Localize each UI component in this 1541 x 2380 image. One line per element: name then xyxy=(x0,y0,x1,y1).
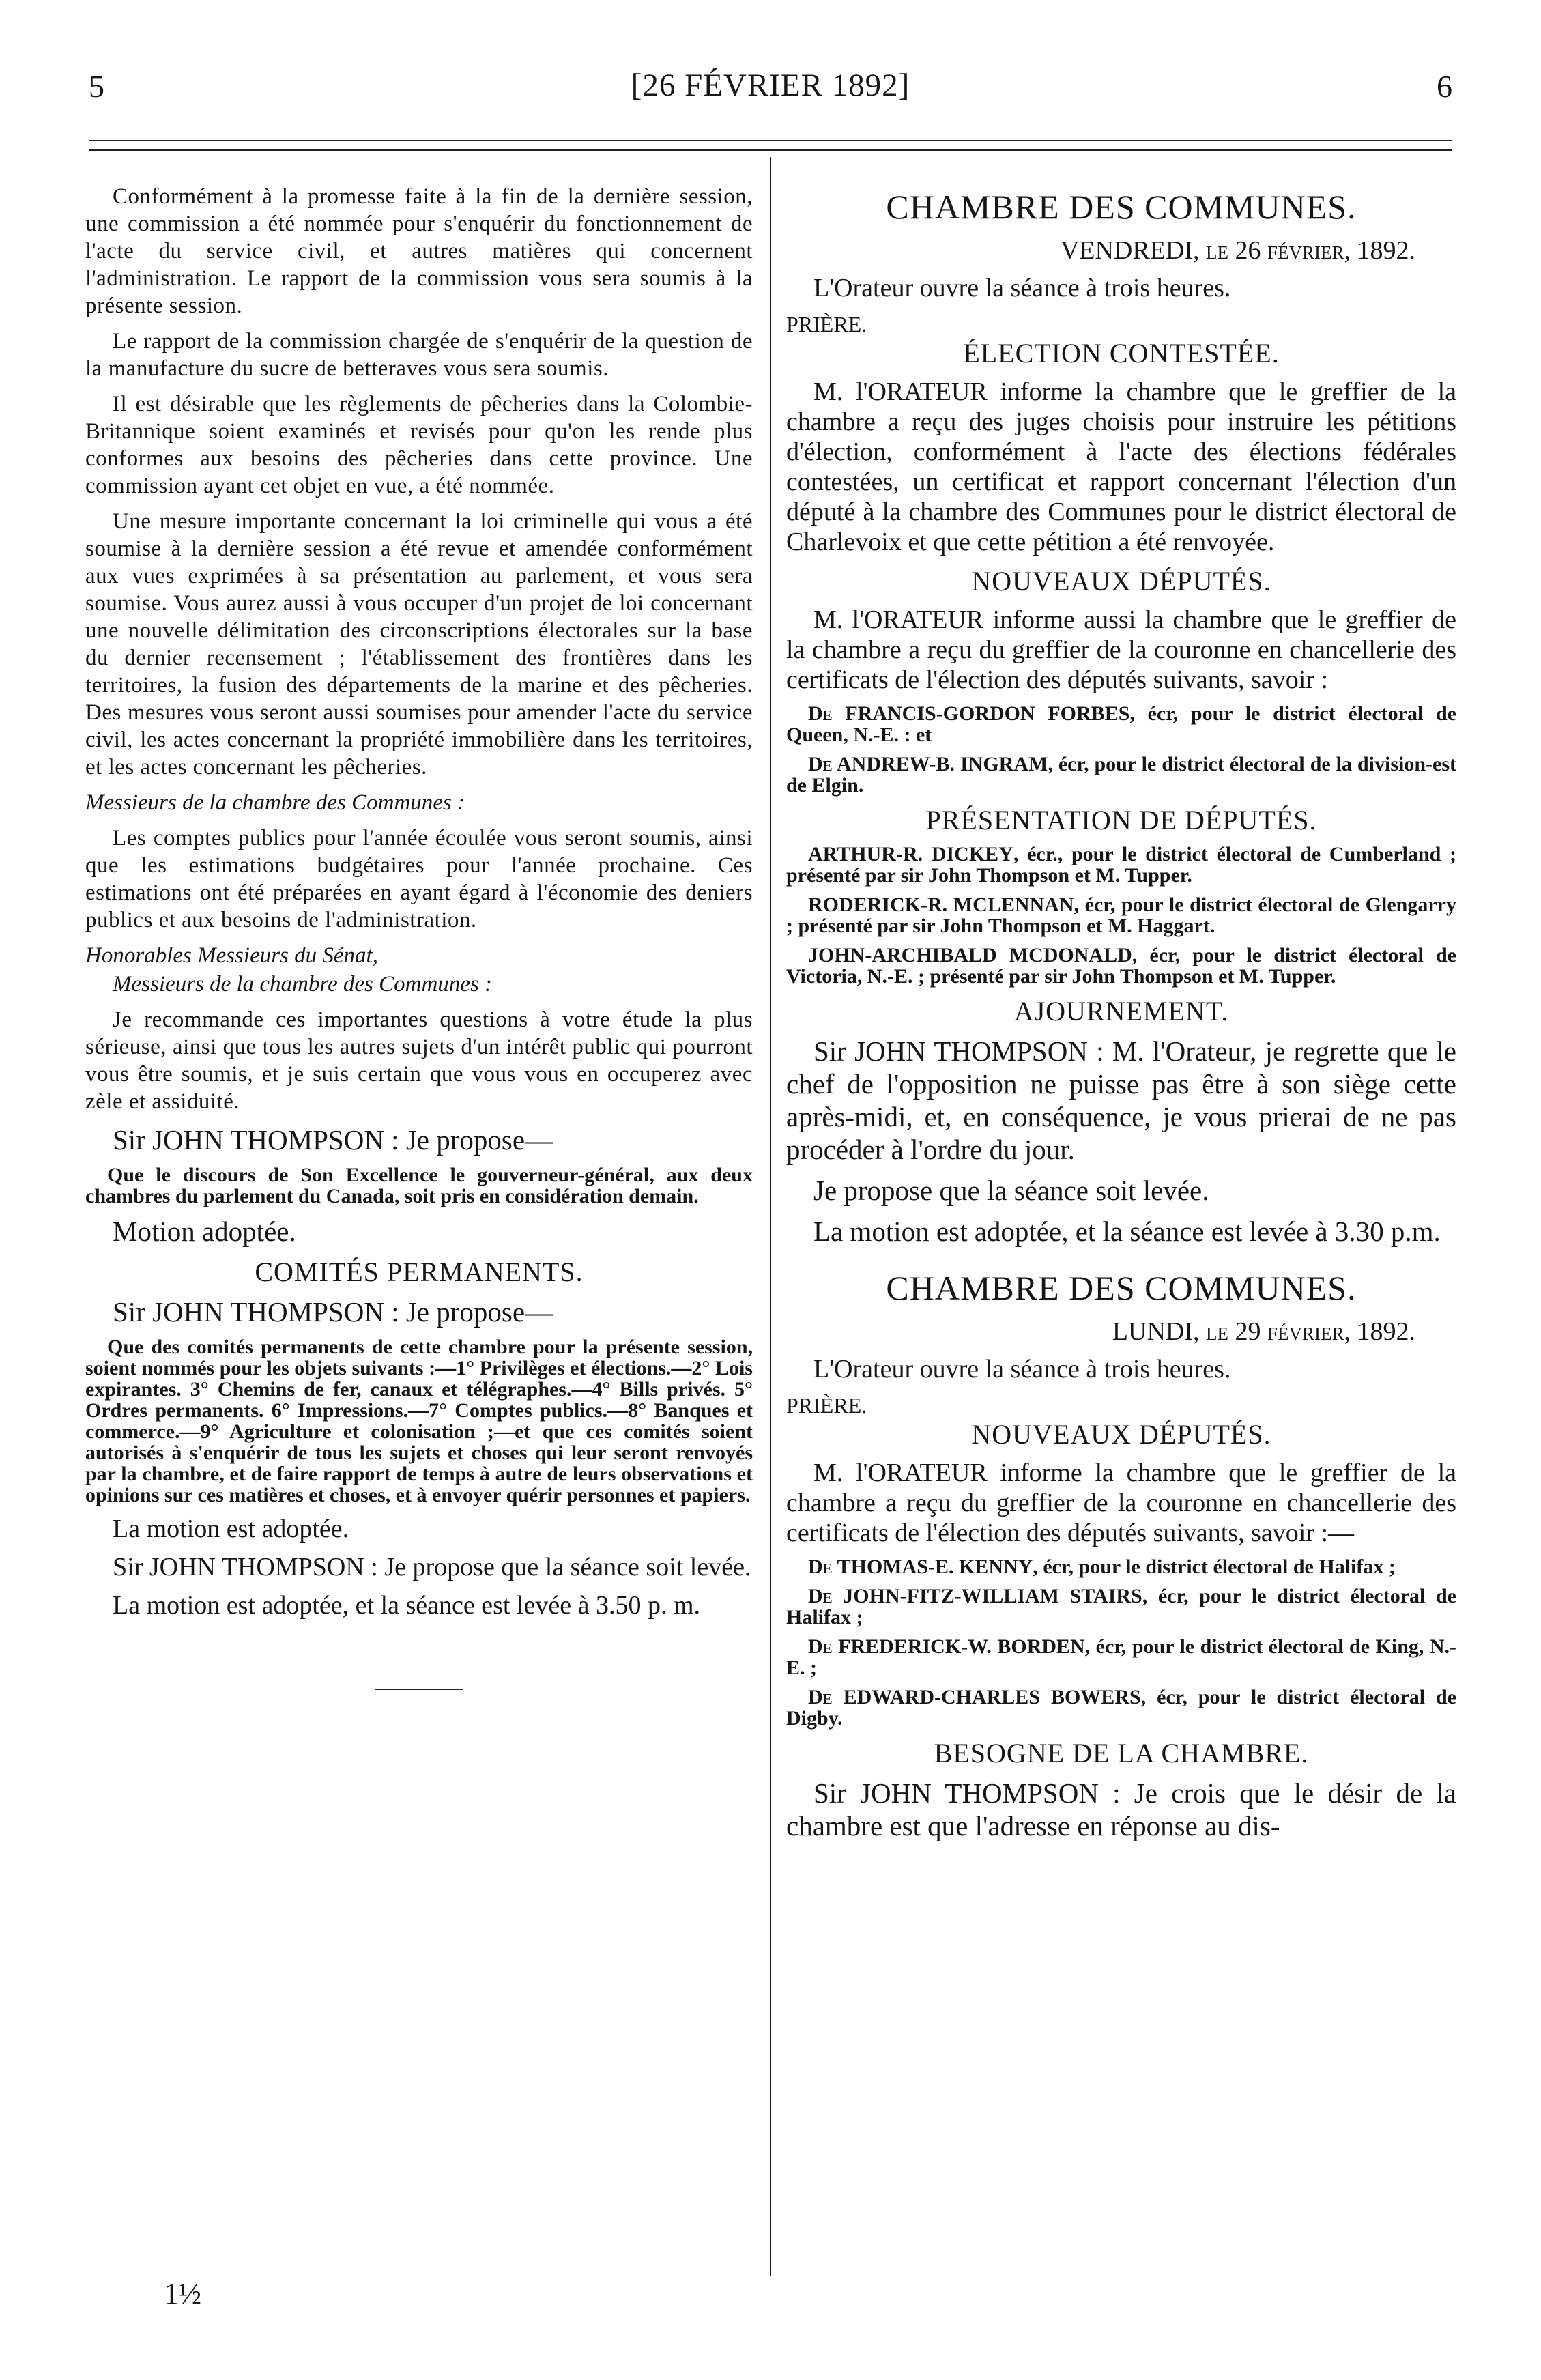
member-name: De ANDREW-B. INGRAM xyxy=(808,753,1048,775)
paragraph: L'Orateur ouvre la séance à trois heures. xyxy=(813,1355,1231,1383)
member-name: De FREDERICK-W. BORDEN xyxy=(808,1635,1085,1658)
member-entry xyxy=(786,1687,1456,1729)
member-detail: , écr., pour le district électoral de Cumberland ; présenté par sir John Thompson et M. Tupper. xyxy=(786,843,1456,887)
page-number-right: 6 xyxy=(1437,69,1452,104)
member-detail: , écr, pour le district électoral de Halifax ; xyxy=(1033,1555,1396,1578)
paragraph: Je propose que la séance soit levée. xyxy=(813,1175,1209,1206)
sitting-date: VENDREDI, le 26 février, 1892. xyxy=(1060,236,1415,265)
paragraph: Il est désirable que les règlements de pêcheries dans la Colombie-Britannique soient examinés et revisés pour qu'on les rende plus conformes aux besoins des pêcheries dans cette province. Une commission ayant cet objet en vue, a été nommée. xyxy=(85,392,753,498)
sitting-date: LUNDI, le 29 février, 1892. xyxy=(1112,1317,1415,1346)
section-heading: COMITÉS PERMANENTS. xyxy=(255,1257,584,1287)
paragraph: La motion est adoptée, et la séance est levée à 3.50 p. m. xyxy=(113,1591,701,1620)
motion-text: Que des comités permanents de cette chambre pour la présente session, soient nommés pour les objets suivants :—1° Privilèges et élections.—2° Lois expirantes. 3° Chemins de fer, canaux et télégraphes.—4° Bills privés. 5° Ordres permanents. 6° Impressions.—7° Comptes publics.—8° Banques et commerce.—9° Agriculture et colonisation ;—et que ces comités soient autorisés à s'enquérir de tous les sujets et choses qui leur seront renvoyés par la chambre, et de faire rapport de temps à autre de leurs observations et opinions sur ces matières et choses, et à envoyer quérir personnes et papiers. xyxy=(85,1336,753,1506)
member-entry xyxy=(786,703,1456,745)
member-detail: , écr, pour le district électoral de Victoria, N.-E. ; présenté par sir John Thompson et M. Tupper. xyxy=(786,944,1456,988)
member-detail: , écr, pour le district électoral de Queen, N.-E. : et xyxy=(786,702,1456,746)
address-line: Messieurs de la chambre des Communes : xyxy=(85,790,465,815)
member-name: De THOMAS-E. KENNY xyxy=(808,1555,1033,1578)
member-name: RODERICK-R. MCLENNAN xyxy=(808,893,1074,916)
prayer-label: PRIÈRE. xyxy=(786,312,867,336)
section-heading: NOUVEAUX DÉPUTÉS. xyxy=(971,566,1271,597)
paragraph: L'Orateur ouvre la séance à trois heures. xyxy=(813,274,1231,302)
left-column xyxy=(85,183,753,1690)
member-name: De EDWARD-CHARLES BOWERS xyxy=(808,1686,1141,1708)
paragraph: Conformément à la promesse faite à la fin de la dernière session, une commission a été nommée pour s'enquérir du fonctionnement de l'acte du service civil, et autres matières qui concernent l'administration. Le rapport de la commission vous sera soumis à la présente session. xyxy=(85,184,753,318)
section-heading: BESOGNE DE LA CHAMBRE. xyxy=(934,1738,1309,1768)
member-entry xyxy=(786,1586,1456,1628)
paragraph: La motion est adoptée, et la séance est levée à 3.30 p.m. xyxy=(813,1216,1441,1247)
page-header xyxy=(89,63,1452,111)
paragraph: Sir JOHN THOMPSON : Je crois que le désir de la chambre est que l'adresse en réponse au dis- xyxy=(786,1777,1456,1841)
signature-mark: 1½ xyxy=(164,2277,201,2310)
section-heading: ÉLECTION CONTESTÉE. xyxy=(963,338,1280,369)
motion-text: Que le discours de Son Excellence le gouverneur-général, aux deux chambres du parlement du Canada, soit pris en considération demain. xyxy=(85,1164,753,1207)
member-name: ARTHUR-R. DICKEY xyxy=(808,843,1013,865)
header-rule xyxy=(89,140,1452,141)
member-name: De JOHN-FITZ-WILLIAM STAIRS xyxy=(808,1585,1142,1607)
paragraph: M. l'ORATEUR informe la chambre que le greffier de la chambre a reçu des juges choisis pour instruire les pétitions d'élection, conformément à l'acte des élections fédérales contestées, un certificat et rapport concernant l'élection d'un député à la chambre des Communes pour le district électoral de Charlevoix et que cette pétition a été renvoyée. xyxy=(786,377,1456,556)
member-detail: , écr, pour le district électoral de King, N.-E. ; xyxy=(786,1635,1457,1679)
section-heading: AJOURNEMENT. xyxy=(1013,996,1229,1027)
paragraph: Je recommande ces importantes questions à votre étude la plus sérieuse, ainsi que tous les autres sujets d'un intérêt public qui pourront vous être soumis, et je suis certain que vous vous en occuperez avec zèle et assiduité. xyxy=(85,1007,753,1114)
member-entry xyxy=(786,945,1456,987)
right-column xyxy=(786,183,1456,1850)
chamber-heading: CHAMBRE DES COMMUNES. xyxy=(886,188,1357,226)
paragraph: La motion est adoptée. xyxy=(113,1515,349,1543)
paragraph: Sir JOHN THOMPSON : Je propose— xyxy=(113,1296,553,1328)
member-entry xyxy=(786,894,1456,936)
member-detail: , écr, pour le district électoral de Digby. xyxy=(786,1686,1456,1730)
member-detail: , écr, pour le district électoral de Glengarry ; présenté par sir John Thompson et M. Haggart. xyxy=(786,893,1456,937)
member-name: De FRANCIS-GORDON FORBES xyxy=(808,702,1130,725)
paragraph: Le rapport de la commission chargée de s'enquérir de la question de la manufacture du sucre de betteraves vous sera soumis. xyxy=(85,329,753,381)
member-entry xyxy=(786,1636,1456,1678)
member-entry xyxy=(786,844,1456,886)
header-rule xyxy=(89,149,1452,151)
paragraph: Une mesure importante concernant la loi criminelle qui vous a été soumise à la dernière session a été revue et amendée conformément aux vues exprimées à sa présentation au parlement, et vous sera soumise. Vous aurez aussi à vous occuper d'un projet de loi concernant une nouvelle délimitation des circonscriptions électorales sur la base du dernier recensement ; l'établissement des frontières dans les territoires, la fusion des départements de la marine et des pêcheries. Des mesures vous seront aussi soumises pour amender l'acte du service civil, les actes concernant la propriété immobilière dans les territoires, et les actes concernant les pêcheries. xyxy=(85,509,753,779)
prayer-label: PRIÈRE. xyxy=(786,1393,867,1418)
closing-rule xyxy=(375,1689,463,1690)
chamber-heading: CHAMBRE DES COMMUNES. xyxy=(886,1269,1357,1307)
running-title: [26 FÉVRIER 1892] xyxy=(631,68,910,103)
paragraph: Sir JOHN THOMPSON : Je propose— xyxy=(113,1124,553,1156)
paragraph: M. l'ORATEUR informe aussi la chambre que le greffier de la chambre a reçu du greffier de la couronne en chancellerie des certificats de l'élection des députés suivants, savoir : xyxy=(786,605,1456,694)
column-divider xyxy=(770,157,771,2276)
member-detail: , écr, pour le district électoral de Halifax ; xyxy=(786,1585,1456,1629)
paragraph: Sir JOHN THOMPSON : Je propose que la séance soit levée. xyxy=(113,1553,751,1581)
member-detail: , écr, pour le district électoral de la division-est de Elgin. xyxy=(786,753,1456,797)
paragraph: Les comptes publics pour l'année écoulée vous seront soumis, ainsi que les estimations budgétaires pour l'année prochaine. Ces estimations ont été préparées en ayant égard à l'économie des deniers publics et aux besoins de l'administration. xyxy=(85,826,753,932)
address-line: Messieurs de la chambre des Communes : xyxy=(113,972,493,997)
member-name: JOHN-ARCHIBALD MCDONALD xyxy=(808,944,1132,966)
section-heading: PRÉSENTATION DE DÉPUTÉS. xyxy=(925,805,1317,835)
paragraph: M. l'ORATEUR informe la chambre que le greffier de la chambre a reçu du greffier de la couronne en chancellerie des certificats de l'élection des députés suivants, savoir :— xyxy=(786,1459,1456,1547)
paragraph: Motion adoptée. xyxy=(113,1216,296,1247)
address-line: Honorables Messieurs du Sénat, xyxy=(85,943,378,968)
page-number-left: 5 xyxy=(89,69,104,104)
section-heading: NOUVEAUX DÉPUTÉS. xyxy=(971,1419,1271,1450)
member-entry xyxy=(786,754,1456,796)
member-entry xyxy=(786,1556,1456,1577)
paragraph: Sir JOHN THOMPSON : M. l'Orateur, je regrette que le chef de l'opposition ne puisse pas être à son siège cette après-midi, et, en conséquence, je vous prierai de ne pas procéder à l'ordre du jour. xyxy=(786,1035,1456,1165)
